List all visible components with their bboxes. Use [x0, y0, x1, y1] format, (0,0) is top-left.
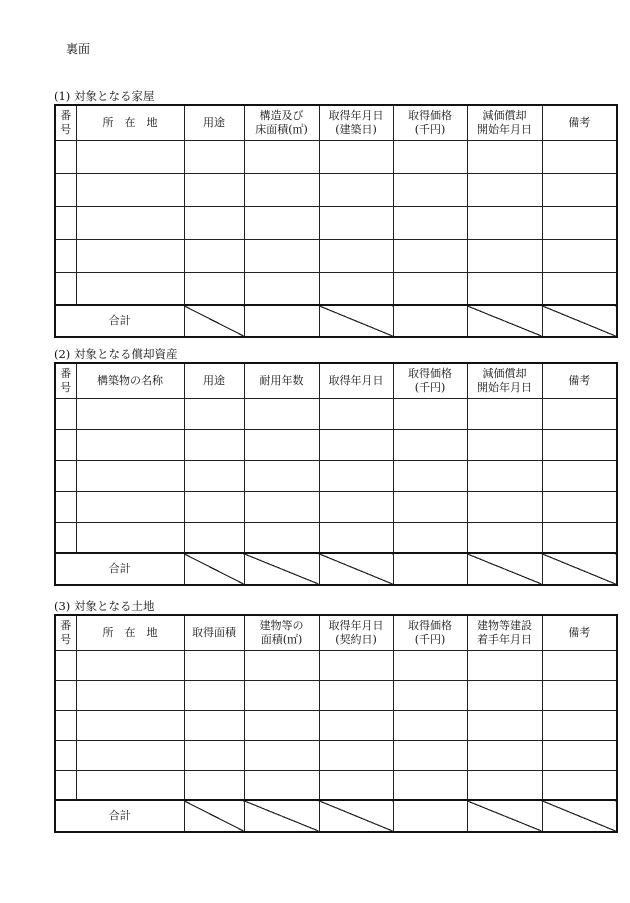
- cell-useful-life[interactable]: [244, 429, 319, 460]
- header-location: 所 在 地: [76, 615, 184, 650]
- cell-number[interactable]: [55, 770, 76, 800]
- cell-date[interactable]: [319, 206, 393, 239]
- header-row: [55, 363, 617, 398]
- cell-remarks[interactable]: [542, 740, 617, 770]
- table-land: [54, 614, 618, 833]
- cell-number[interactable]: [55, 680, 76, 710]
- cell-price[interactable]: [393, 206, 467, 239]
- cell-structure[interactable]: [244, 239, 319, 272]
- cell-depreciation[interactable]: [467, 398, 542, 429]
- total-cell-struck: [319, 553, 393, 585]
- table-row: [55, 206, 617, 239]
- cell-usage[interactable]: [184, 522, 244, 553]
- cell-structure[interactable]: [244, 272, 319, 305]
- cell-usage[interactable]: [184, 460, 244, 491]
- cell-date[interactable]: [319, 710, 393, 740]
- cell-depreciation[interactable]: [467, 173, 542, 206]
- cell-location[interactable]: [76, 173, 184, 206]
- table-row: [55, 522, 617, 553]
- cell-acquired-area[interactable]: [184, 740, 244, 770]
- table-row: [55, 140, 617, 173]
- cell-useful-life[interactable]: [244, 398, 319, 429]
- total-cell-struck: [244, 553, 319, 585]
- header-usage: 用途: [184, 363, 244, 398]
- cell-location[interactable]: [76, 239, 184, 272]
- table-depreciable-assets: [54, 362, 618, 586]
- cell-structure-name[interactable]: [76, 460, 184, 491]
- cell-date[interactable]: [319, 460, 393, 491]
- cell-remarks[interactable]: [542, 429, 617, 460]
- total-cell-struck: [319, 305, 393, 337]
- cell-price[interactable]: [393, 710, 467, 740]
- cell-number[interactable]: [55, 740, 76, 770]
- cell-remarks[interactable]: [542, 398, 617, 429]
- total-row: [55, 553, 617, 585]
- total-cell-struck: [184, 800, 244, 832]
- cell-depreciation[interactable]: [467, 140, 542, 173]
- total-cell-struck: [542, 305, 617, 337]
- cell-depreciation[interactable]: [467, 491, 542, 522]
- table-row: [55, 770, 617, 800]
- cell-price[interactable]: [393, 429, 467, 460]
- cell-date[interactable]: [319, 680, 393, 710]
- total-cell-struck: [319, 800, 393, 832]
- cell-location[interactable]: [76, 770, 184, 800]
- cell-remarks[interactable]: [542, 680, 617, 710]
- total-cell[interactable]: [393, 800, 467, 832]
- table-row: [55, 272, 617, 305]
- cell-number[interactable]: [55, 429, 76, 460]
- cell-construction-start[interactable]: [467, 680, 542, 710]
- cell-depreciation[interactable]: [467, 460, 542, 491]
- header-acquisition-price: 取得価格 (千円): [393, 105, 467, 140]
- cell-structure[interactable]: [244, 140, 319, 173]
- header-number: 番 号: [55, 105, 76, 140]
- cell-remarks[interactable]: [542, 206, 617, 239]
- total-cell[interactable]: [393, 553, 467, 585]
- cell-usage[interactable]: [184, 429, 244, 460]
- cell-remarks[interactable]: [542, 650, 617, 680]
- cell-location[interactable]: [76, 140, 184, 173]
- cell-date[interactable]: [319, 140, 393, 173]
- cell-date[interactable]: [319, 522, 393, 553]
- cell-number[interactable]: [55, 272, 76, 305]
- cell-usage[interactable]: [184, 173, 244, 206]
- section-title-depreciable-assets: (2) 対象となる償却資産: [54, 347, 178, 361]
- cell-number[interactable]: [55, 239, 76, 272]
- cell-date[interactable]: [319, 650, 393, 680]
- header-acquisition-date: 取得年月日 (建築日): [319, 105, 393, 140]
- header-useful-life: 耐用年数: [244, 363, 319, 398]
- total-label: 合計: [55, 305, 184, 337]
- cell-date[interactable]: [319, 173, 393, 206]
- table-houses: [54, 104, 618, 338]
- section-title-houses: (1) 対象となる家屋: [54, 89, 155, 103]
- cell-number[interactable]: [55, 491, 76, 522]
- cell-location[interactable]: [76, 650, 184, 680]
- cell-remarks[interactable]: [542, 710, 617, 740]
- cell-building-area[interactable]: [244, 710, 319, 740]
- cell-number[interactable]: [55, 173, 76, 206]
- page-label: 裏面: [66, 42, 91, 56]
- cell-price[interactable]: [393, 173, 467, 206]
- cell-date[interactable]: [319, 272, 393, 305]
- total-cell-struck: [244, 800, 319, 832]
- header-acquired-area: 取得面積: [184, 615, 244, 650]
- table-row: [55, 491, 617, 522]
- cell-price[interactable]: [393, 650, 467, 680]
- cell-acquired-area[interactable]: [184, 710, 244, 740]
- cell-price[interactable]: [393, 680, 467, 710]
- total-cell-struck: [184, 553, 244, 585]
- cell-remarks[interactable]: [542, 770, 617, 800]
- total-cell-struck: [467, 553, 542, 585]
- cell-location[interactable]: [76, 710, 184, 740]
- cell-price[interactable]: [393, 460, 467, 491]
- total-cell-struck: [542, 553, 617, 585]
- cell-location[interactable]: [76, 740, 184, 770]
- cell-construction-start[interactable]: [467, 710, 542, 740]
- cell-depreciation[interactable]: [467, 522, 542, 553]
- cell-location[interactable]: [76, 272, 184, 305]
- table-row: [55, 398, 617, 429]
- cell-structure[interactable]: [244, 173, 319, 206]
- cell-number[interactable]: [55, 140, 76, 173]
- cell-acquired-area[interactable]: [184, 680, 244, 710]
- cell-number[interactable]: [55, 206, 76, 239]
- cell-remarks[interactable]: [542, 522, 617, 553]
- header-remarks: 備考: [542, 615, 617, 650]
- cell-remarks[interactable]: [542, 239, 617, 272]
- cell-remarks[interactable]: [542, 173, 617, 206]
- table-row: [55, 173, 617, 206]
- header-usage: 用途: [184, 105, 244, 140]
- cell-date[interactable]: [319, 770, 393, 800]
- header-structure-name: 構築物の名称: [76, 363, 184, 398]
- cell-useful-life[interactable]: [244, 460, 319, 491]
- header-acquisition-date: 取得年月日 (契約日): [319, 615, 393, 650]
- table-row: [55, 429, 617, 460]
- cell-price[interactable]: [393, 522, 467, 553]
- cell-number[interactable]: [55, 710, 76, 740]
- cell-number[interactable]: [55, 650, 76, 680]
- cell-number[interactable]: [55, 398, 76, 429]
- cell-price[interactable]: [393, 239, 467, 272]
- header-row: [55, 615, 617, 650]
- cell-building-area[interactable]: [244, 770, 319, 800]
- cell-date[interactable]: [319, 429, 393, 460]
- total-cell-struck: [542, 800, 617, 832]
- cell-date[interactable]: [319, 491, 393, 522]
- header-row: [55, 105, 617, 140]
- total-label: 合計: [55, 800, 184, 832]
- cell-price[interactable]: [393, 272, 467, 305]
- total-label: 合計: [55, 553, 184, 585]
- total-cell[interactable]: [244, 305, 319, 337]
- cell-number[interactable]: [55, 522, 76, 553]
- table-row: [55, 239, 617, 272]
- table-row: [55, 710, 617, 740]
- cell-date[interactable]: [319, 239, 393, 272]
- cell-structure-name[interactable]: [76, 429, 184, 460]
- header-depreciation-start: 減価償却 開始年月日: [467, 363, 542, 398]
- section-title-land: (3) 対象となる土地: [54, 599, 155, 613]
- total-row: [55, 800, 617, 832]
- cell-remarks[interactable]: [542, 140, 617, 173]
- total-cell-struck: [467, 800, 542, 832]
- header-building-area: 建物等の 面積(㎡): [244, 615, 319, 650]
- cell-usage[interactable]: [184, 140, 244, 173]
- cell-acquired-area[interactable]: [184, 770, 244, 800]
- cell-depreciation[interactable]: [467, 429, 542, 460]
- header-number: 番 号: [55, 615, 76, 650]
- cell-number[interactable]: [55, 460, 76, 491]
- cell-location[interactable]: [76, 206, 184, 239]
- cell-depreciation[interactable]: [467, 272, 542, 305]
- cell-construction-start[interactable]: [467, 770, 542, 800]
- table-row: [55, 650, 617, 680]
- cell-useful-life[interactable]: [244, 491, 319, 522]
- header-location: 所 在 地: [76, 105, 184, 140]
- table-row: [55, 740, 617, 770]
- cell-depreciation[interactable]: [467, 206, 542, 239]
- cell-structure-name[interactable]: [76, 491, 184, 522]
- total-cell-struck: [184, 305, 244, 337]
- header-acquisition-date: 取得年月日: [319, 363, 393, 398]
- header-structure-floor-area: 構造及び 床面積(㎡): [244, 105, 319, 140]
- cell-usage[interactable]: [184, 272, 244, 305]
- cell-usage[interactable]: [184, 206, 244, 239]
- cell-building-area[interactable]: [244, 650, 319, 680]
- table-row: [55, 460, 617, 491]
- cell-price[interactable]: [393, 140, 467, 173]
- total-row: [55, 305, 617, 337]
- header-depreciation-start: 減価償却 開始年月日: [467, 105, 542, 140]
- header-number: 番 号: [55, 363, 76, 398]
- header-remarks: 備考: [542, 105, 617, 140]
- cell-depreciation[interactable]: [467, 239, 542, 272]
- cell-structure-name[interactable]: [76, 522, 184, 553]
- cell-usage[interactable]: [184, 239, 244, 272]
- cell-price[interactable]: [393, 740, 467, 770]
- cell-useful-life[interactable]: [244, 522, 319, 553]
- cell-usage[interactable]: [184, 398, 244, 429]
- header-remarks: 備考: [542, 363, 617, 398]
- cell-remarks[interactable]: [542, 491, 617, 522]
- cell-price[interactable]: [393, 398, 467, 429]
- cell-construction-start[interactable]: [467, 650, 542, 680]
- cell-structure-name[interactable]: [76, 398, 184, 429]
- header-construction-start: 建物等建設 着手年月日: [467, 615, 542, 650]
- table-row: [55, 680, 617, 710]
- cell-acquired-area[interactable]: [184, 650, 244, 680]
- cell-price[interactable]: [393, 770, 467, 800]
- cell-building-area[interactable]: [244, 680, 319, 710]
- cell-usage[interactable]: [184, 491, 244, 522]
- cell-remarks[interactable]: [542, 460, 617, 491]
- total-cell-struck: [467, 305, 542, 337]
- cell-construction-start[interactable]: [467, 740, 542, 770]
- cell-date[interactable]: [319, 740, 393, 770]
- total-cell[interactable]: [393, 305, 467, 337]
- cell-building-area[interactable]: [244, 740, 319, 770]
- cell-structure[interactable]: [244, 206, 319, 239]
- cell-price[interactable]: [393, 491, 467, 522]
- header-acquisition-price: 取得価格 (千円): [393, 615, 467, 650]
- cell-remarks[interactable]: [542, 272, 617, 305]
- cell-date[interactable]: [319, 398, 393, 429]
- header-acquisition-price: 取得価格 (千円): [393, 363, 467, 398]
- cell-location[interactable]: [76, 680, 184, 710]
